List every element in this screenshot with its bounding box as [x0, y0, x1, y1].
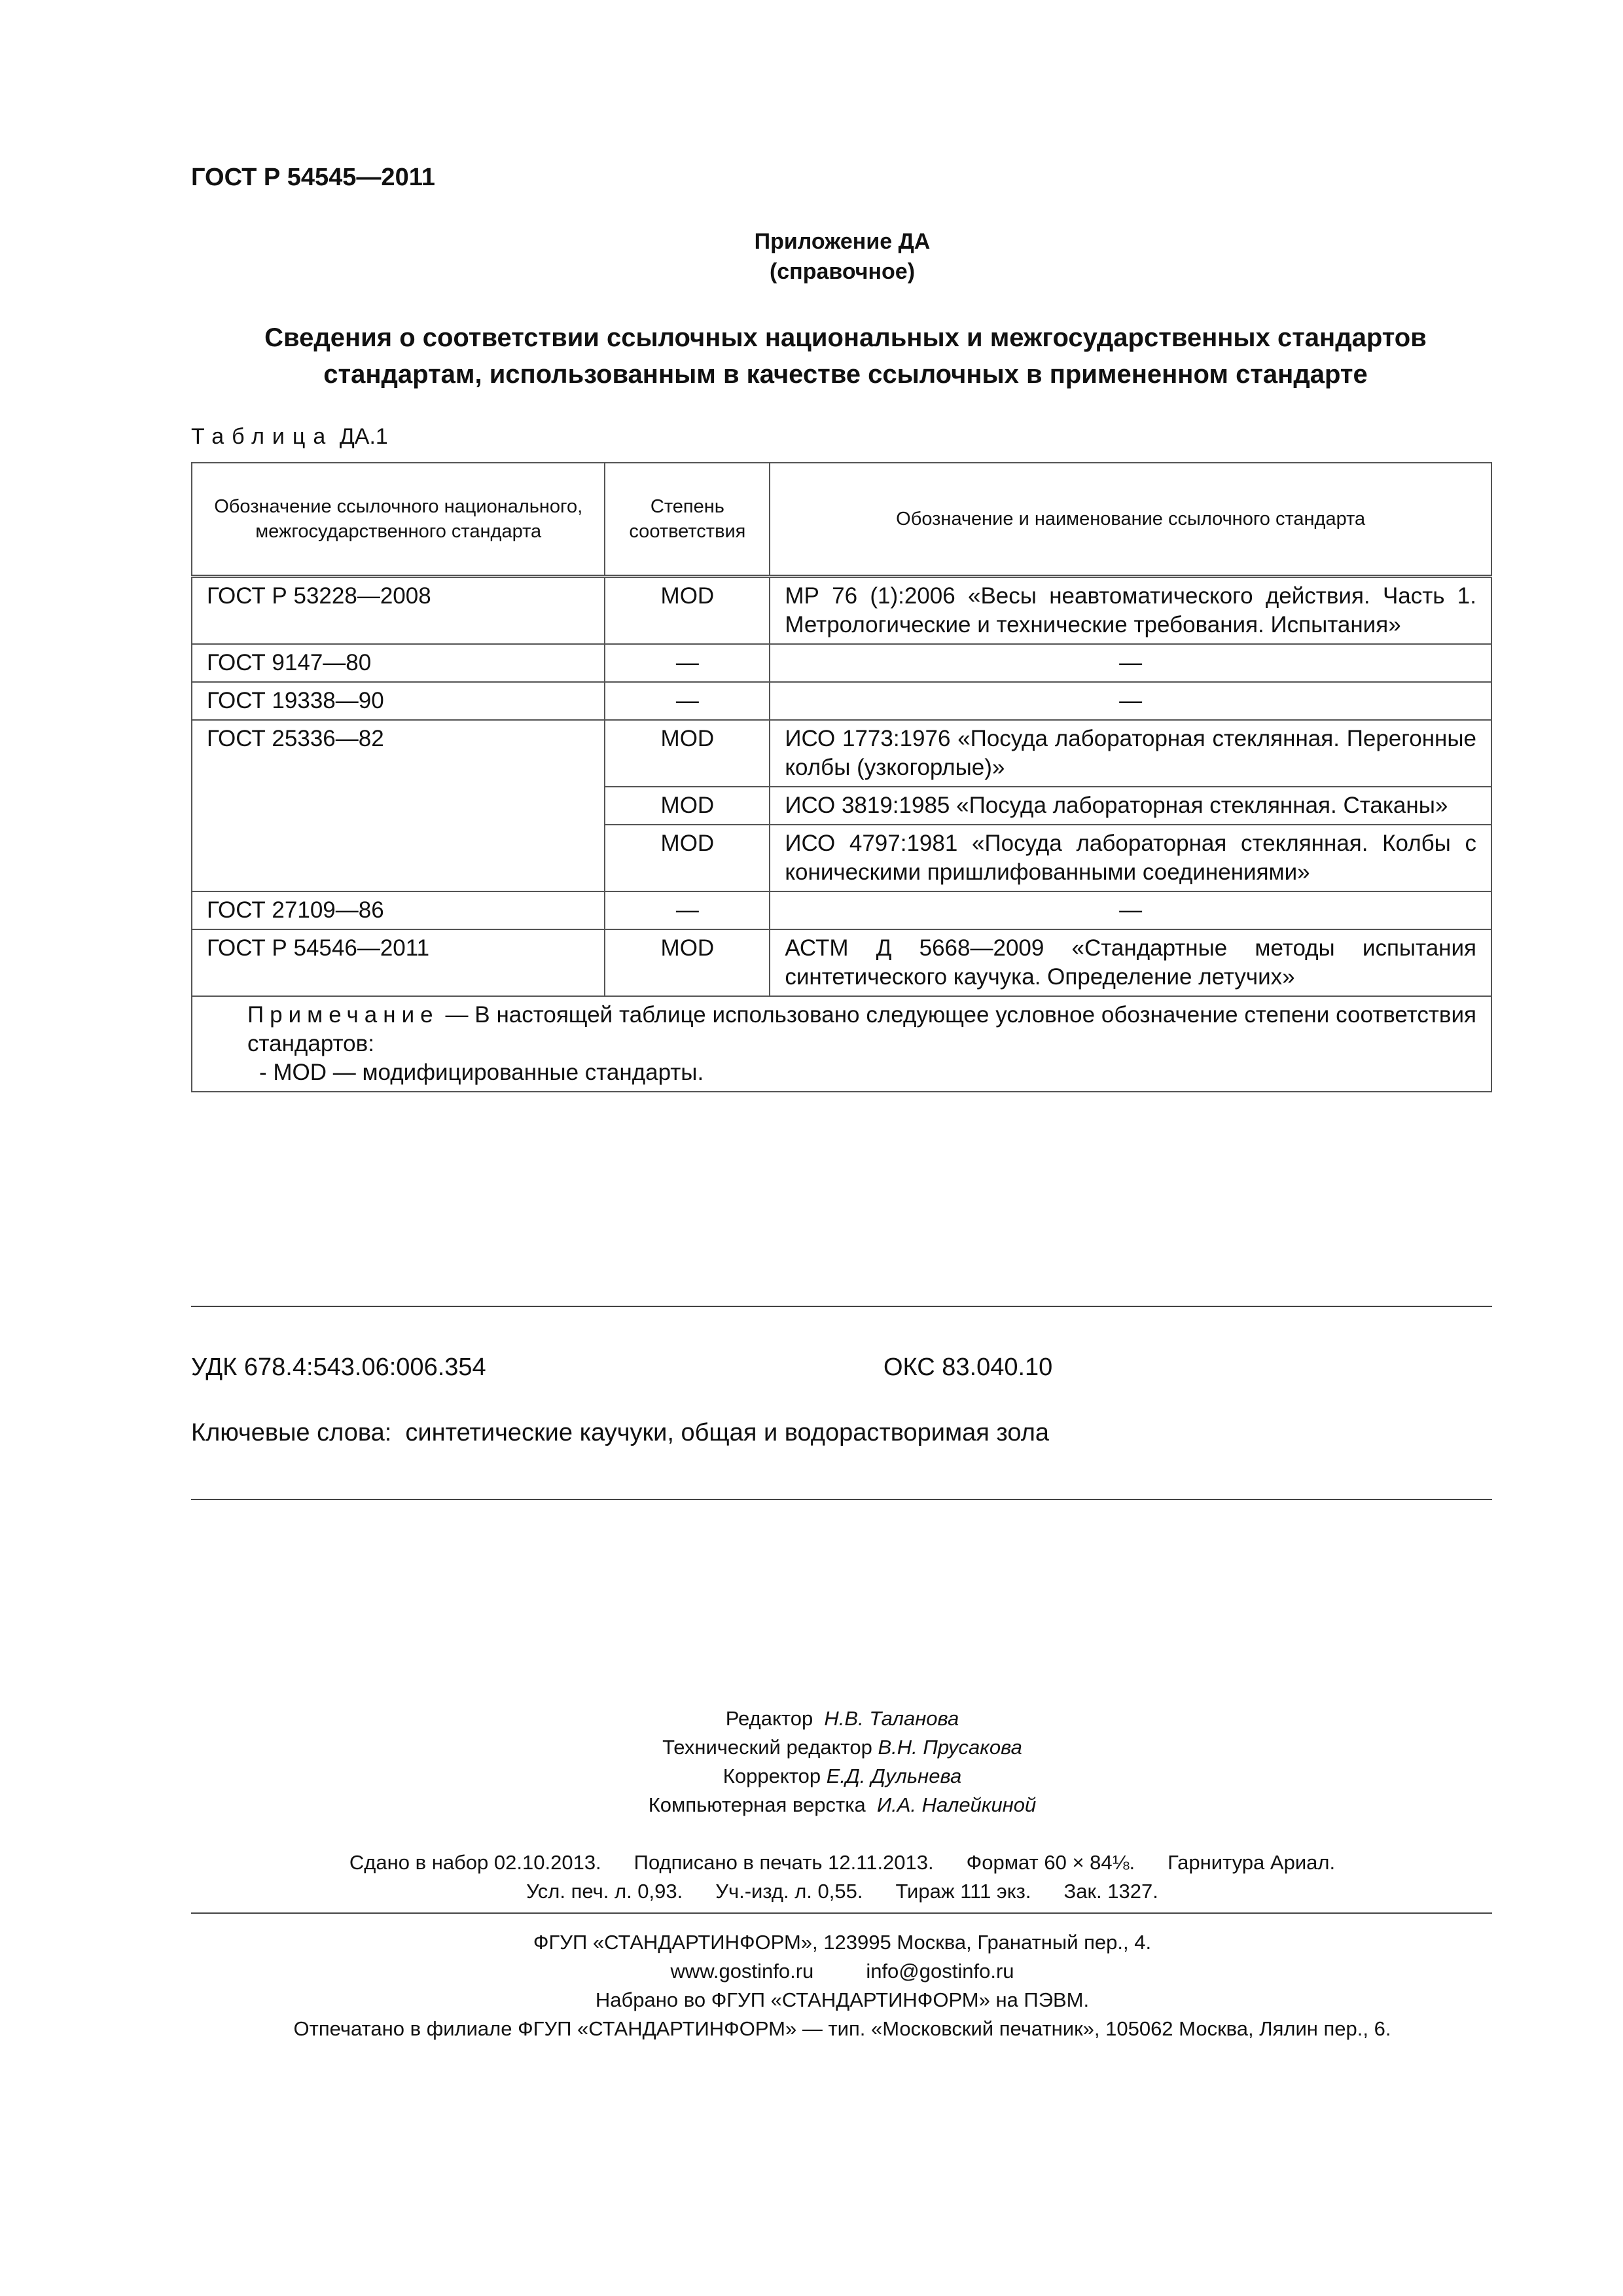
cell-ref: ИСО 3819:1985 «Посуда лабораторная стеклянная. Стаканы»	[770, 787, 1491, 825]
cell-std: ГОСТ 25336—82	[192, 720, 605, 891]
credit-name: Е.Д. Дульнева	[826, 1765, 962, 1787]
credit-tech-editor	[191, 1733, 1493, 1762]
credit-name: И.А. Налейкиной	[876, 1793, 1037, 1816]
table-row	[192, 644, 1491, 682]
table-row	[192, 720, 1491, 787]
credit-label: Технический редактор	[662, 1736, 872, 1759]
credits	[191, 1704, 1493, 1820]
print-format: Формат 60 × 84⅛.	[966, 1851, 1135, 1874]
cell-degree: —	[605, 891, 770, 929]
keywords-value: синтетические каучуки, общая и водорастворимая зола	[405, 1419, 1050, 1446]
appendix-label: Приложение ДА	[754, 229, 931, 254]
credit-name: В.Н. Прусакова	[878, 1736, 1022, 1759]
cell-ref: —	[770, 891, 1491, 929]
publisher-email[interactable]: info@gostinfo.ru	[866, 1960, 1014, 1982]
cell-ref: ИСО 1773:1976 «Посуда лабораторная стеклянная. Перегонные колбы (узкогорлые)»	[770, 720, 1491, 787]
table-row	[192, 577, 1491, 645]
cell-std: ГОСТ 19338—90	[192, 682, 605, 720]
note-label: Примечание	[247, 1002, 439, 1028]
note-item: - MOD — модифицированные стандарты.	[259, 1060, 704, 1085]
keywords-label: Ключевые слова:	[191, 1419, 392, 1446]
divider-bottom	[191, 1499, 1492, 1500]
cell-ref: —	[770, 644, 1491, 682]
cell-degree: MOD	[605, 720, 770, 787]
print-sheets: Усл. печ. л. 0,93.	[526, 1880, 683, 1903]
publisher-address: ФГУП «СТАНДАРТИНФОРМ», 123995 Москва, Гранатный пер., 4.	[533, 1931, 1152, 1954]
table-caption-word: Таблица	[191, 424, 334, 449]
table-row	[192, 929, 1491, 996]
appendix-type: (справочное)	[769, 259, 916, 284]
cell-ref: ИСО 4797:1981 «Посуда лабораторная стеклянная. Колбы с коническими пришлифованными соединениями»	[770, 825, 1491, 891]
table-note	[192, 996, 1491, 1092]
cell-ref: АСТМ Д 5668—2009 «Стандартные методы испытания синтетического каучука. Определение летучих»	[770, 929, 1491, 996]
credit-label: Компьютерная верстка	[648, 1793, 866, 1816]
cell-degree: —	[605, 644, 770, 682]
header-degree: Степень соответствия	[605, 463, 770, 577]
credit-layout	[191, 1791, 1493, 1820]
table-caption-id: ДА.1	[339, 424, 388, 449]
header-ref: Обозначение и наименование ссылочного стандарта	[770, 463, 1491, 577]
pub-sheets: Уч.-изд. л. 0,55.	[715, 1880, 863, 1903]
cell-std: ГОСТ Р 54546—2011	[192, 929, 605, 996]
print-info-line-1	[191, 1848, 1493, 1877]
publisher-contacts	[191, 1957, 1493, 1986]
oks-code: ОКС 83.040.10	[883, 1354, 1053, 1381]
cell-std: ГОСТ 27109—86	[192, 891, 605, 929]
print-info	[191, 1848, 1493, 1906]
cell-std: ГОСТ 9147—80	[192, 644, 605, 682]
table-caption	[191, 424, 388, 450]
credit-corrector	[191, 1762, 1493, 1791]
keywords	[191, 1419, 1049, 1447]
submitted-date: Сдано в набор 02.10.2013.	[349, 1851, 601, 1874]
table-row	[192, 682, 1491, 720]
print-info-line-2	[191, 1877, 1493, 1906]
appendix-title	[191, 319, 1500, 393]
divider-top	[191, 1306, 1492, 1307]
cell-degree: MOD	[605, 825, 770, 891]
title-line-2: стандартам, использованным в качестве ссылочных в примененном стандарте	[323, 360, 1368, 389]
title-line-1: Сведения о соответствии ссылочных национальных и межгосударственных стандартов	[264, 323, 1427, 352]
print-font: Гарнитура Ариал.	[1168, 1851, 1336, 1874]
table-note-row	[192, 996, 1491, 1092]
publisher-typeset: Набрано во ФГУП «СТАНДАРТИНФОРМ» на ПЭВМ.	[595, 1988, 1090, 2011]
cell-degree: —	[605, 682, 770, 720]
note-paragraph	[207, 1001, 1476, 1058]
credit-name: Н.В. Таланова	[824, 1707, 959, 1730]
publisher-website[interactable]: www.gostinfo.ru	[670, 1960, 814, 1982]
document-id: ГОСТ Р 54545—2011	[191, 164, 435, 191]
table-row	[192, 891, 1491, 929]
signed-date: Подписано в печать 12.11.2013.	[633, 1851, 934, 1874]
credit-editor	[191, 1704, 1493, 1733]
cell-ref: МР 76 (1):2006 «Весы неавтоматического действия. Часть 1. Метрологические и технические требования. Испытания»	[770, 577, 1491, 645]
credit-label: Редактор	[725, 1707, 813, 1730]
cell-degree: MOD	[605, 787, 770, 825]
cell-ref: —	[770, 682, 1491, 720]
publisher-info	[191, 1928, 1493, 2043]
table-header-row	[192, 463, 1491, 577]
correspondence-table	[191, 462, 1492, 1092]
note-text: — В настоящей таблице использовано следующее условное обозначение степени соответствия стандартов:	[247, 1002, 1476, 1056]
publisher-printed: Отпечатано в филиале ФГУП «СТАНДАРТИНФОРМ» — тип. «Московский печатник», 105062 Москва, Лялин пер., 6.	[293, 2017, 1391, 2040]
print-run: Тираж 111 экз.	[895, 1880, 1031, 1903]
order-number: Зак. 1327.	[1063, 1880, 1158, 1903]
divider-imprint	[191, 1912, 1492, 1914]
cell-degree: MOD	[605, 929, 770, 996]
credit-label: Корректор	[722, 1765, 821, 1787]
cell-std: ГОСТ Р 53228—2008	[192, 577, 605, 645]
header-std: Обозначение ссылочного национального, межгосударственного стандарта	[192, 463, 605, 577]
udk-code: УДК 678.4:543.06:006.354	[191, 1354, 486, 1381]
cell-degree: MOD	[605, 577, 770, 645]
